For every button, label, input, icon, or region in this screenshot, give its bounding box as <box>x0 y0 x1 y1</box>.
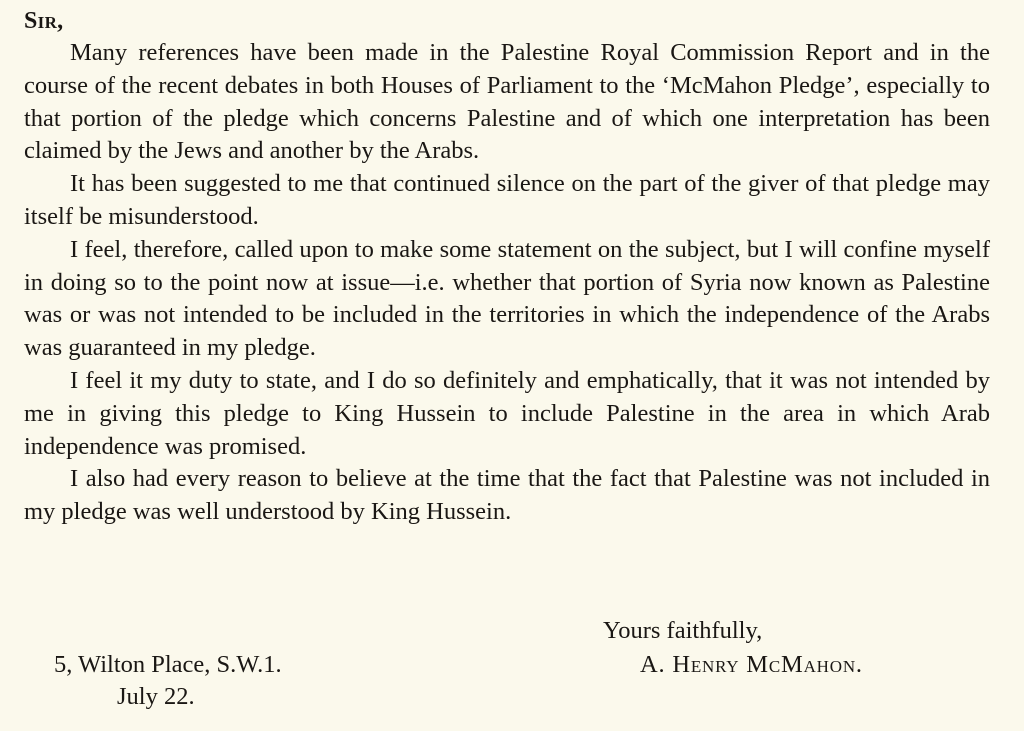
closing: Yours faithfully, <box>603 617 763 644</box>
salutation: Sir, <box>24 8 64 34</box>
paragraph-1: Many references have been made in the Palestine Royal Commission Report and in the course of the recent debates in both Houses of Parliament to the ‘McMahon Pledge’, especially to that portion of the pledge which concerns Palestine and of which one interpretation has been claimed by the Jews and another by the Arabs. <box>24 39 990 165</box>
paragraph-5: I also had every reason to believe at the time that the fact that Palestine was not included in my pledge was well understood by King Hussein. <box>24 465 990 526</box>
signature: A. Henry McMahon. <box>640 651 863 678</box>
sender-address: 5, Wilton Place, S.W.1. <box>54 651 282 678</box>
paragraph-3: I feel, therefore, called upon to make some statement on the subject, but I will confine myself in doing so to the point now at issue—i.e. whether that portion of Syria now known as Palestine was or was not intended to be included in the territories in which the independence of the Arabs was guaranteed in my pledge. <box>24 235 990 362</box>
paragraph-4: I feel it my duty to state, and I do so definitely and emphatically, that it was not intended by me in giving this pledge to King Hussein to include Palestine in the area in which Arab independence was promised. <box>24 366 990 460</box>
letter-body <box>24 37 990 529</box>
paragraph-2: It has been suggested to me that continued silence on the part of the giver of that pledge may itself be misunderstood. <box>24 170 990 230</box>
letter-date: July 22. <box>117 683 195 710</box>
